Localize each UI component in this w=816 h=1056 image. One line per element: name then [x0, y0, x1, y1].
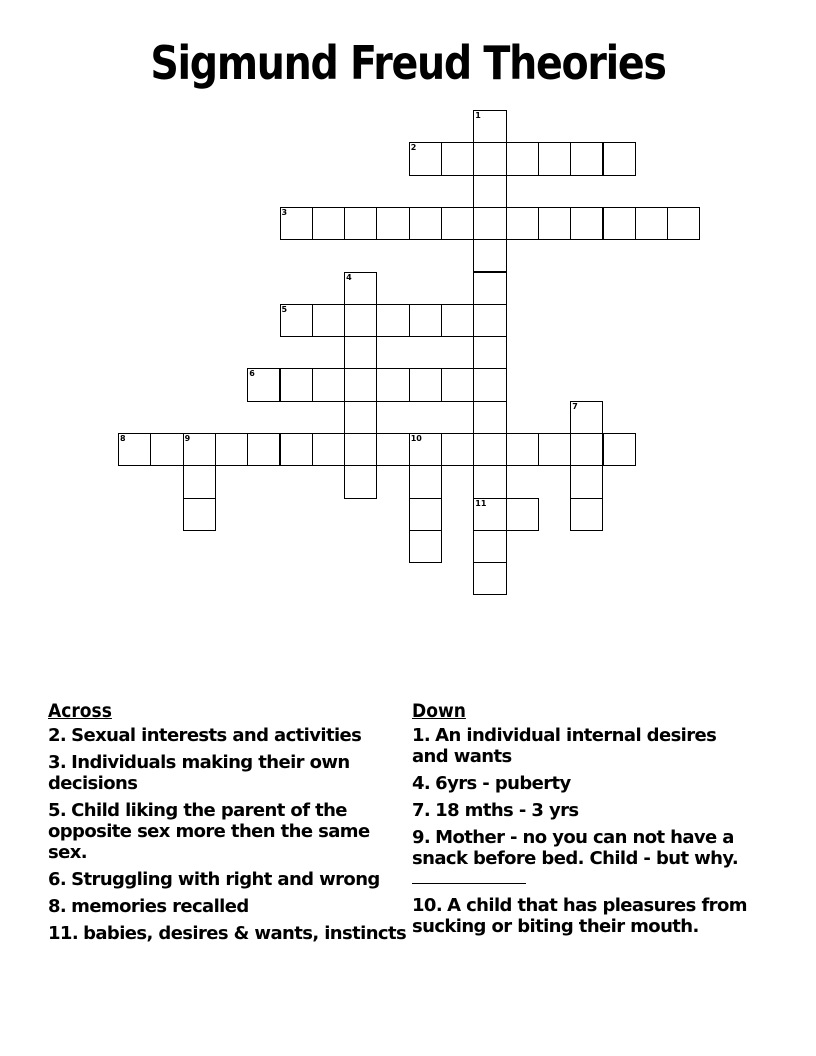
- column-divider: [412, 883, 526, 884]
- clue-number: 5.: [48, 800, 67, 821]
- grid-cell[interactable]: [344, 368, 377, 401]
- clue-number: 4.: [412, 773, 431, 794]
- clue: [48, 725, 408, 746]
- cell-number: 2: [410, 143, 417, 153]
- cell-number: 7: [572, 401, 578, 411]
- clue-text: A child that has pleasures from sucking or biting their mouth.: [412, 895, 747, 937]
- grid-cell[interactable]: [280, 368, 313, 401]
- grid-cell[interactable]: [376, 207, 409, 240]
- clue-text: Individuals making their own decisions: [48, 752, 350, 794]
- across-clue-list: [48, 725, 408, 944]
- clue-text: 6yrs - puberty: [435, 773, 571, 794]
- clue: [412, 895, 752, 937]
- grid-cell[interactable]: [473, 272, 506, 305]
- cell-number: 10: [410, 434, 422, 443]
- across-clues: [48, 700, 408, 950]
- puzzle-title: Sigmund Freud Theories: [150, 36, 666, 90]
- grid-cell[interactable]: [506, 142, 539, 175]
- grid-cell[interactable]: [312, 304, 345, 337]
- grid-cell[interactable]: [473, 175, 506, 208]
- grid-cell[interactable]: [603, 207, 636, 240]
- grid-cell[interactable]: [280, 304, 313, 337]
- grid-cell[interactable]: [215, 433, 248, 466]
- grid-cell[interactable]: [409, 142, 442, 175]
- grid-cell[interactable]: [506, 498, 539, 531]
- grid-cell[interactable]: [473, 465, 506, 498]
- grid-cell[interactable]: [538, 142, 571, 175]
- clue: [48, 923, 408, 944]
- grid-cell[interactable]: [473, 304, 506, 337]
- grid-cell[interactable]: [118, 433, 151, 466]
- grid-cell[interactable]: [473, 110, 506, 143]
- grid-cell[interactable]: [570, 142, 603, 175]
- grid-cell[interactable]: [667, 207, 700, 240]
- cell-number: 11: [475, 498, 487, 508]
- clue: [48, 752, 408, 794]
- clue-number: 2.: [48, 725, 67, 746]
- clue-number: 6.: [48, 869, 67, 890]
- grid-cell[interactable]: [312, 433, 345, 466]
- clue-text: babies, desires & wants, instincts: [83, 923, 407, 944]
- clue: [412, 800, 752, 821]
- grid-cell[interactable]: [376, 368, 409, 401]
- clue-text: Mother - no you can not have a snack before bed. Child - but why.: [412, 827, 739, 869]
- grid-cell[interactable]: [344, 401, 377, 434]
- cell-number: 4: [346, 272, 352, 282]
- grid-cell[interactable]: [247, 368, 280, 401]
- grid-cell[interactable]: [312, 207, 345, 240]
- grid-cell[interactable]: [441, 304, 474, 337]
- grid-cell[interactable]: [183, 433, 216, 466]
- grid-cell[interactable]: [344, 465, 377, 498]
- grid-cell[interactable]: [473, 239, 506, 272]
- clue-text: memories recalled: [71, 896, 249, 917]
- grid-cell[interactable]: [344, 207, 377, 240]
- grid-cell[interactable]: [570, 433, 603, 466]
- grid-cell[interactable]: [506, 207, 539, 240]
- grid-cell[interactable]: [603, 142, 636, 175]
- down-clue-list-continued: [412, 895, 752, 937]
- grid-cell[interactable]: [603, 433, 636, 466]
- grid-cell[interactable]: [441, 142, 474, 175]
- grid-cell[interactable]: [344, 433, 377, 466]
- clue-number: 7.: [412, 800, 431, 821]
- grid-cell[interactable]: [473, 368, 506, 401]
- grid-cell[interactable]: [473, 530, 506, 563]
- grid-cell[interactable]: [183, 498, 216, 531]
- across-heading: Across: [48, 700, 112, 722]
- down-heading: Down: [412, 700, 466, 722]
- grid-cell[interactable]: [570, 401, 603, 434]
- grid-cell[interactable]: [409, 304, 442, 337]
- grid-cell[interactable]: [409, 498, 442, 531]
- grid-cell[interactable]: [570, 207, 603, 240]
- grid-cell[interactable]: [344, 336, 377, 369]
- grid-cell[interactable]: [280, 207, 313, 240]
- clue-text: An individual internal desires and wants: [412, 725, 717, 767]
- grid-cell[interactable]: [312, 368, 345, 401]
- clue-text: Sexual interests and activities: [71, 725, 362, 746]
- grid-cell[interactable]: [441, 368, 474, 401]
- clue: [412, 827, 752, 869]
- down-clues: [412, 700, 752, 943]
- clue-number: 3.: [48, 752, 67, 773]
- cell-number: 6: [249, 369, 255, 379]
- grid-cell[interactable]: [570, 498, 603, 531]
- grid-cell[interactable]: [441, 433, 474, 466]
- grid-cell[interactable]: [409, 465, 442, 498]
- clue: [412, 773, 752, 794]
- cell-number: 5: [281, 304, 288, 314]
- grid-cell[interactable]: [473, 433, 506, 466]
- grid-cell[interactable]: [344, 272, 377, 305]
- grid-cell[interactable]: [280, 433, 313, 466]
- grid-cell[interactable]: [473, 142, 506, 175]
- cell-number: 3: [281, 207, 288, 217]
- down-clue-list: [412, 725, 752, 869]
- grid-cell[interactable]: [506, 433, 539, 466]
- grid-cell[interactable]: [635, 207, 668, 240]
- grid-cell[interactable]: [344, 304, 377, 337]
- cell-number: 9: [184, 434, 191, 443]
- clue-text: 18 mths - 3 yrs: [435, 800, 579, 821]
- clue: [48, 800, 408, 863]
- clue: [48, 896, 408, 917]
- cell-number: 8: [120, 434, 126, 443]
- clue: [412, 725, 752, 767]
- clue-number: 11.: [48, 923, 79, 944]
- grid-cell[interactable]: [409, 207, 442, 240]
- grid-cell[interactable]: [538, 207, 571, 240]
- grid-cell[interactable]: [150, 433, 183, 466]
- cell-number: 1: [475, 111, 481, 120]
- clue: [48, 869, 408, 890]
- clue-number: 1.: [412, 725, 431, 746]
- grid-cell[interactable]: [409, 530, 442, 563]
- grid-cell[interactable]: [473, 336, 506, 369]
- grid-cell[interactable]: [570, 465, 603, 498]
- grid-cell[interactable]: [376, 433, 409, 466]
- grid-cell[interactable]: [473, 401, 506, 434]
- grid-cell[interactable]: [409, 433, 442, 466]
- clue-text: Child liking the parent of the opposite sex more then the same sex.: [48, 800, 370, 863]
- clue-text: Struggling with right and wrong: [71, 869, 380, 890]
- grid-cell[interactable]: [473, 498, 506, 531]
- grid-cell[interactable]: [473, 562, 506, 595]
- grid-cell[interactable]: [441, 207, 474, 240]
- grid-cell[interactable]: [538, 433, 571, 466]
- grid-cell[interactable]: [473, 207, 506, 240]
- clue-number: 8.: [48, 896, 67, 917]
- grid-cell[interactable]: [376, 304, 409, 337]
- grid-cell[interactable]: [247, 433, 280, 466]
- clue-number: 10.: [412, 895, 443, 916]
- grid-cell[interactable]: [409, 368, 442, 401]
- clue-number: 9.: [412, 827, 431, 848]
- grid-cell[interactable]: [183, 465, 216, 498]
